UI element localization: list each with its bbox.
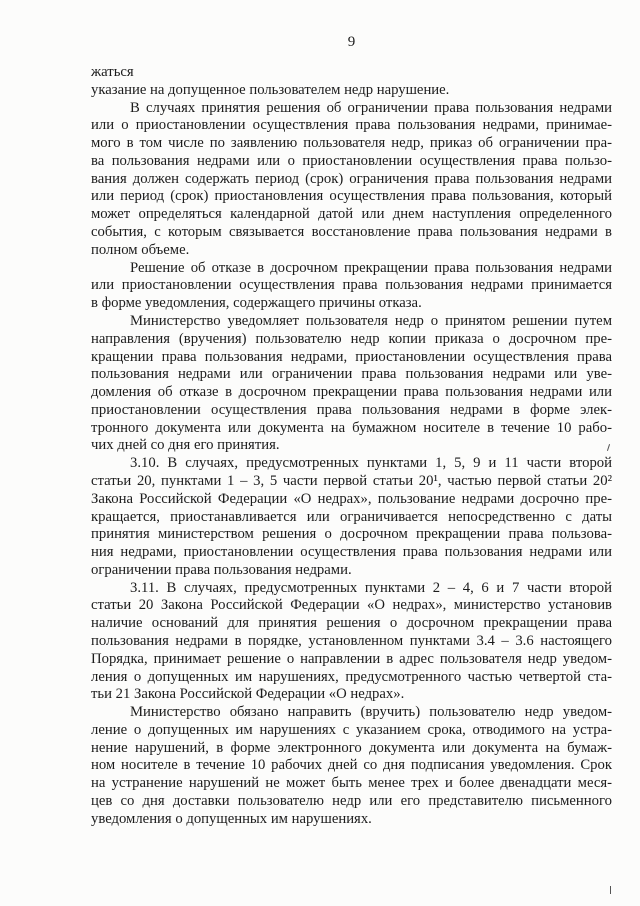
paragraph [91, 260, 612, 313]
text-line: пользования недрами в порядке, установленном пунктами 3.4 – 3.6 настоящего [91, 633, 612, 649]
paragraph [91, 100, 612, 260]
text-line: ления о допущенных им нарушениях, предусмотренного частью четвертой ста- [91, 668, 612, 685]
text-line: цев со дня доставки пользователю недр или его представителю письменного [91, 793, 612, 810]
text-line: или приостановлении осуществления права пользования недрами принимается [91, 277, 612, 294]
text-line: статьи 20, пунктами 1 – 3, 5 части первой статьи 20¹, частью первой статьи 20² [91, 472, 612, 489]
text-line: может определяться календарной датой или днем наступления определенного [91, 206, 612, 223]
text-line: В случаях принятия решения об ограничении права пользования недрами [130, 99, 612, 116]
text-line: нение нарушений, в форме электронного документа или документа на бумаж- [91, 739, 612, 756]
text-line: принятия министерством решения о досрочном прекращении права пользова- [91, 526, 612, 543]
text-line: направления (вручения) пользователю недр копии приказа о досрочном пре- [91, 330, 612, 347]
text-line: вания должен содержать период (срок) ограничения права пользования недрами [91, 170, 612, 187]
text-line: 3.11. В случаях, предусмотренных пунктами 2 – 4, 6 и 7 части второй [130, 579, 612, 596]
text-line: 3.10. В случаях, предусмотренных пунктами 1, 5, 9 и 11 части второй [130, 455, 612, 472]
page-number: 9 [347, 34, 356, 50]
text-line: на устранение нарушений не может быть менее трех и более двенадцати меся- [91, 775, 612, 792]
text-line: мого в том числе по заявлению пользователя недр, приказ об ограничении пра- [91, 135, 612, 152]
text-line: Решение об отказе в досрочном прекращении права пользования недрами [130, 259, 612, 276]
text-line: домления об отказе в досрочном прекращении права пользования недрами или [91, 384, 612, 401]
text-line: события, с которым связывается восстановление права пользования недрами в [91, 224, 612, 241]
paragraph [91, 313, 612, 455]
paragraph [91, 455, 612, 579]
text-line: Порядка, принимает решение о направлении в адрес пользователя недр уведом- [91, 650, 612, 667]
text-line: в форме уведомления, содержащего причины отказа. [91, 295, 422, 312]
text-line: кращении права пользования недрами, приостановлении осуществления права [91, 348, 612, 365]
text-line: ном носителе в течение 10 рабочих дней со дня подписания уведомления. Срок [91, 757, 612, 774]
text-line: уведомления о допущенных им нарушениях. [91, 810, 372, 827]
text-line: чих дней со дня его принятия. [91, 437, 280, 454]
text-line: полном объеме. [91, 241, 190, 258]
paragraph [91, 64, 612, 82]
text-line: тьи 21 Закона Российской Федерации «О недрах». [91, 686, 405, 703]
text-line: Закона Российской Федерации «О недрах», пользование недрами досрочно пре- [91, 490, 612, 507]
document-body [91, 64, 612, 829]
text-line: тронного документа или документа на бумажном носителе в течение 10 рабо- [91, 419, 612, 436]
text-line: или период (срок) приостановления осуществления права пользования, который [91, 188, 612, 205]
paragraph [91, 82, 612, 100]
text-line: кращается, приостанавливается или ограничивается непосредственно с даты [91, 508, 612, 525]
text-line: ва пользования недрами или о приостановлении осуществления права пользо- [91, 152, 612, 169]
text-line: ление о допущенных им нарушениях с указанием срока, отводимого на устра- [91, 721, 612, 738]
text-line: ния недрами, приостановлении осуществления права пользования недрами или [91, 544, 612, 561]
text-line: Министерство обязано направить (вручить) пользователю недр уведом- [130, 704, 612, 721]
paragraph [91, 580, 612, 704]
scan-artifact [610, 886, 611, 894]
text-line: пользования недрами или ограничении права пользования недрами или уве- [91, 366, 612, 383]
text-line: наличие оснований для принятия решения о досрочном прекращении права [91, 615, 612, 632]
text-line: Министерство уведомляет пользователя недр о принятом решении путем [130, 312, 612, 329]
text-line: указание на допущенное пользователем недр нарушение. [91, 81, 450, 98]
text-line: приостановлении осуществления права пользования недрами в форме элек- [91, 401, 612, 418]
text-line: жаться [91, 64, 134, 80]
text-line: статьи 20 Закона Российской Федерации «О недрах», министерство установив [91, 597, 612, 614]
paragraph [91, 704, 612, 828]
text-line: ограничении права пользования недрами. [91, 561, 352, 578]
text-line: или о приостановлении осуществления права пользования недрами, принимае- [91, 117, 612, 134]
